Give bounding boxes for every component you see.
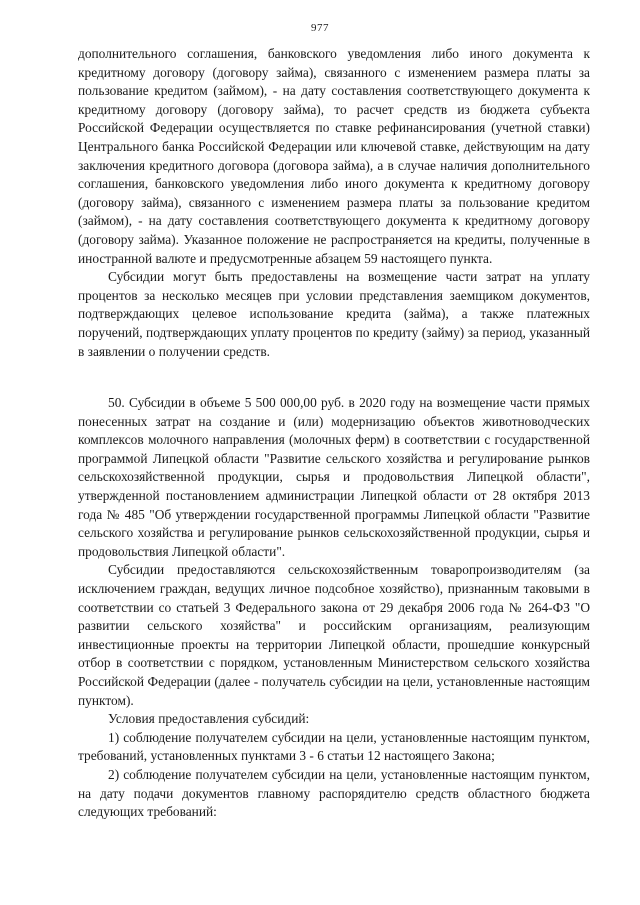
document-body bbox=[78, 45, 590, 822]
paragraph-recipients: Субсидии предоставляются сельскохозяйственным товаропроизводителям (за исключением граждан, ведущих личное подсобное хозяйство), признанным таковыми в соответствии со статьей 3 Федерального закона от 29 декабря 2006 года № 264-ФЗ "О развитии сельского хозяйства" и российским организациям, реализующим инвестиционные проекты на территории Липецкой области, прошедшие конкурсный отбор в соответствии с порядком, установленным Министерством сельского хозяйства Российской Федерации (далее - получатель субсидии на цели, установленные настоящим пунктом). bbox=[78, 562, 590, 708]
paragraph-gap bbox=[78, 361, 590, 394]
paragraph-condition-1: 1) соблюдение получателем субсидии на цели, установленные настоящим пунктом, требований, установленных пунктами 3 - 6 статьи 12 настоящего Закона; bbox=[78, 729, 590, 764]
paragraph-item-50: 50. Субсидии в объеме 5 500 000,00 руб. в 2020 году на возмещение части прямых понесенных затрат на создание и (или) модернизацию объектов животноводческих комплексов молочного направления (молочных ферм) в соответствии с государственной программой Липецкой области "Развитие сельского хозяйства и регулирование рынков сельскохозяйственной продукции, сырья и продовольствия Липецкой области", утвержденной постановлением администрации Липецкой области от 28 октября 2013 года № 485 "Об утверждении государственной программы Липецкой области "Развитие сельского хозяйства и регулирование рынков сельскохозяйственной продукции, сырья и продовольствия Липецкой области". bbox=[78, 395, 590, 559]
page-number: 977 bbox=[311, 22, 329, 34]
paragraph-condition-2: 2) соблюдение получателем субсидии на цели, установленные настоящим пунктом, на дату подачи документов главному распорядителю средств областного бюджета следующих требований: bbox=[78, 766, 590, 820]
paragraph-continuation: дополнительного соглашения, банковского уведомления либо иного документа к кредитному договору (договору займа), связанного с изменением размера платы за пользование кредитом (займом), - на дату составления соответствующего документа к кредитному договору (договору займа), то расчет средств из бюджета субъекта Российской Федерации осуществляется по ставке рефинансирования (учетной ставки) Центрального банка Российской Федерации или ключевой ставке, действующим на дату заключения кредитного договора (договора займа), а в случае наличия дополнительного соглашения, банковского уведомления либо иного документа к кредитному договору (договору займа), связанного с изменением размера платы за пользование кредитом (займом), - на дату составления соответствующего документа к кредитному договору (договору займа). Указанное положение не распространяется на кредиты, полученные в иностранной валюте и предусмотренные абзацем 59 настоящего пункта. bbox=[78, 46, 590, 266]
paragraph-subsidy-months: Субсидии могут быть предоставлены на возмещение части затрат на уплату процентов за несколько месяцев при условии представления заемщиком документов, подтверждающих целевое использование кредита (займа), а также платежных поручений, подтверждающих уплату процентов по кредиту (займу) за период, указанный в заявлении о получении средств. bbox=[78, 269, 590, 359]
paragraph-conditions-heading: Условия предоставления субсидий: bbox=[108, 711, 310, 727]
